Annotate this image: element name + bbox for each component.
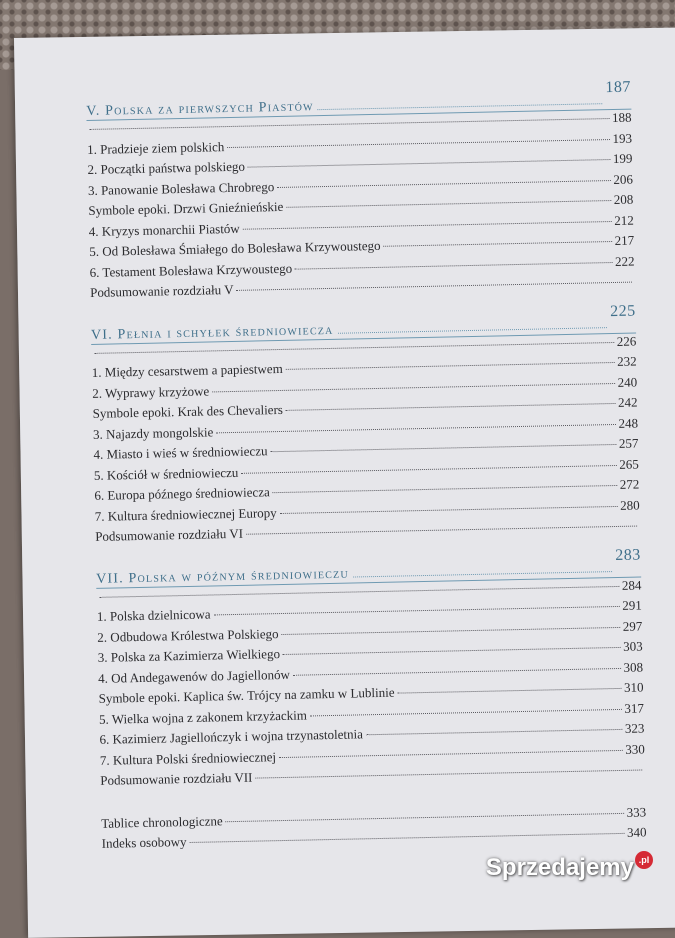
- toc-entry-label: Symbole epoki. Krak des Chevaliers: [92, 402, 286, 422]
- watermark-text: Sprzedajemy: [486, 854, 634, 882]
- toc-entry-page: 242: [618, 395, 638, 411]
- dot-leader: [286, 200, 610, 208]
- toc-entry-page: 199: [613, 151, 633, 167]
- dot-leader: [283, 647, 620, 655]
- dot-leader: [398, 688, 622, 694]
- toc-entry-label: 3. Polska za Kazimierza Wielkiego: [98, 646, 284, 666]
- toc-entry-page: 284: [622, 577, 642, 593]
- dot-leader: [214, 606, 620, 615]
- toc-entry-page: 257: [619, 436, 639, 452]
- dot-leader: [255, 769, 642, 778]
- toc-entry-page: 188: [612, 110, 632, 126]
- chapter-page: 225: [610, 302, 636, 321]
- toc-entry-page: 226: [617, 333, 637, 349]
- toc-entry-page: 193: [612, 130, 632, 146]
- dot-leader: [286, 403, 615, 411]
- toc-entry-label: 6. Europa późnego średniowiecza: [94, 484, 273, 504]
- dot-leader: [241, 464, 616, 473]
- dot-leader: [310, 708, 622, 716]
- toc-entry-label: 5. Wielka wojna z zakonem krzyżackim: [99, 707, 310, 727]
- toc-entry-page: 248: [618, 415, 638, 431]
- chapter-list: [86, 85, 645, 794]
- dot-leader: [226, 812, 624, 821]
- toc-entry-label: 4. Miasto i wieś w średniowieczu: [93, 443, 270, 463]
- toc-entry-label: Podsumowanie rozdziału VII: [100, 770, 255, 789]
- dot-leader: [277, 180, 610, 188]
- toc-entry-label: 6. Kazimierz Jagiellończyk i wojna trzynastoletnia: [99, 726, 366, 748]
- table-of-contents: [86, 85, 647, 857]
- toc-entry-label: 4. Od Andegawenów do Jagiellonów: [98, 666, 293, 686]
- appendix-entry-label: Tablice chronologiczne: [101, 813, 226, 832]
- chapter-block: [96, 552, 646, 793]
- toc-entry-page: 232: [617, 354, 637, 370]
- toc-entry-label: Podsumowanie rozdziału VI: [95, 526, 246, 545]
- toc-entry-page: 308: [623, 659, 643, 675]
- toc-entry-label: 1. Między cesarstwem a papiestwem: [92, 361, 286, 381]
- toc-entry-page: 310: [624, 679, 644, 695]
- dot-leader: [366, 729, 622, 735]
- chapter-page: 187: [605, 79, 631, 98]
- dot-leader: [90, 118, 609, 130]
- dot-leader: [248, 159, 610, 168]
- appendix-entry-page: 340: [627, 824, 647, 840]
- toc-entry-page: 265: [619, 456, 639, 472]
- toc-entry-label: 2. Wyprawy krzyżowe: [92, 383, 212, 402]
- appendix-entry-label: Indeks osobowy: [101, 834, 189, 852]
- toc-entry-page: 323: [625, 720, 645, 736]
- toc-entry-label: 3. Panowanie Bolesława Chrobrego: [88, 179, 278, 199]
- chapter-title: VII. Polska w późnym średniowieczu: [96, 566, 353, 587]
- dot-leader: [94, 342, 613, 354]
- toc-entry-page: 272: [620, 477, 640, 493]
- toc-entry-page: 297: [623, 618, 643, 634]
- toc-entry-page: 280: [620, 497, 640, 513]
- toc-entry-page: 222: [615, 253, 635, 269]
- dot-leader: [246, 526, 637, 535]
- toc-entry-page: 212: [614, 212, 634, 228]
- appendix-entry-page: 333: [626, 804, 646, 820]
- chapter-page: 283: [615, 546, 641, 565]
- dot-leader: [318, 103, 602, 110]
- toc-entry-label: 2. Odbudowa Królestwa Polskiego: [97, 626, 282, 646]
- toc-entry-page: 317: [624, 700, 644, 716]
- dot-leader: [286, 362, 614, 370]
- toc-entry-label: 7. Kultura średniowiecznej Europy: [95, 505, 280, 525]
- toc-entry-label: Symbole epoki. Kaplica św. Trójcy na zamku w Lublinie: [98, 685, 397, 707]
- dot-leader: [212, 382, 614, 391]
- watermark-badge: .pl: [635, 851, 653, 869]
- toc-entry-page: 240: [617, 374, 637, 390]
- dot-leader: [216, 423, 615, 432]
- chapter-title: VI. Pełnia i schyłek średniowiecza: [91, 322, 338, 343]
- toc-entry-page: 217: [614, 233, 634, 249]
- toc-entry-label: 2. Początki państwa polskiego: [87, 159, 248, 178]
- dot-leader: [273, 485, 617, 493]
- dot-leader: [279, 749, 622, 757]
- dot-leader: [243, 221, 612, 230]
- toc-entry-label: 7. Kultura Polski średniowiecznej: [100, 749, 279, 769]
- dot-leader: [237, 282, 632, 291]
- dot-leader: [271, 444, 616, 452]
- dot-leader: [295, 262, 612, 270]
- toc-entry-label: Podsumowanie rozdziału V: [90, 282, 237, 301]
- toc-entry-label: 1. Pradzieje ziem polskich: [87, 139, 227, 158]
- chapter-block: [86, 85, 635, 306]
- dot-leader: [190, 833, 625, 843]
- dot-leader: [227, 139, 609, 148]
- dot-leader: [282, 626, 620, 634]
- watermark-logo: [486, 854, 653, 882]
- dot-leader: [338, 327, 607, 334]
- toc-entry-label: 1. Polska dzielnicowa: [97, 606, 214, 624]
- chapter-title: V. Polska za pierwszych Piastów: [86, 99, 318, 120]
- toc-entry-label: 4. Kryzys monarchii Piastów: [89, 220, 243, 239]
- chapter-block: [91, 308, 641, 549]
- toc-entry-label: 5. Od Bolesława Śmiałego do Bolesława Krzywoustego: [89, 238, 384, 260]
- dot-leader: [293, 667, 621, 675]
- toc-entry-page: 206: [613, 171, 633, 187]
- dot-leader: [353, 571, 612, 577]
- toc-entry-label: 6. Testament Bolesława Krzywoustego: [90, 260, 296, 280]
- toc-entry-page: 330: [625, 741, 645, 757]
- toc-entry-label: 5. Kościół w średniowieczu: [94, 464, 242, 483]
- toc-entry-page: 208: [614, 192, 634, 208]
- dot-leader: [99, 585, 618, 597]
- dot-leader: [384, 241, 612, 247]
- toc-entry-page: 303: [623, 638, 643, 654]
- toc-entry-page: 291: [622, 597, 642, 613]
- toc-entry-label: 3. Najazdy mongolskie: [93, 424, 217, 443]
- toc-entry-label: Symbole epoki. Drzwi Gnieźnieńskie: [88, 199, 286, 219]
- dot-leader: [280, 505, 617, 513]
